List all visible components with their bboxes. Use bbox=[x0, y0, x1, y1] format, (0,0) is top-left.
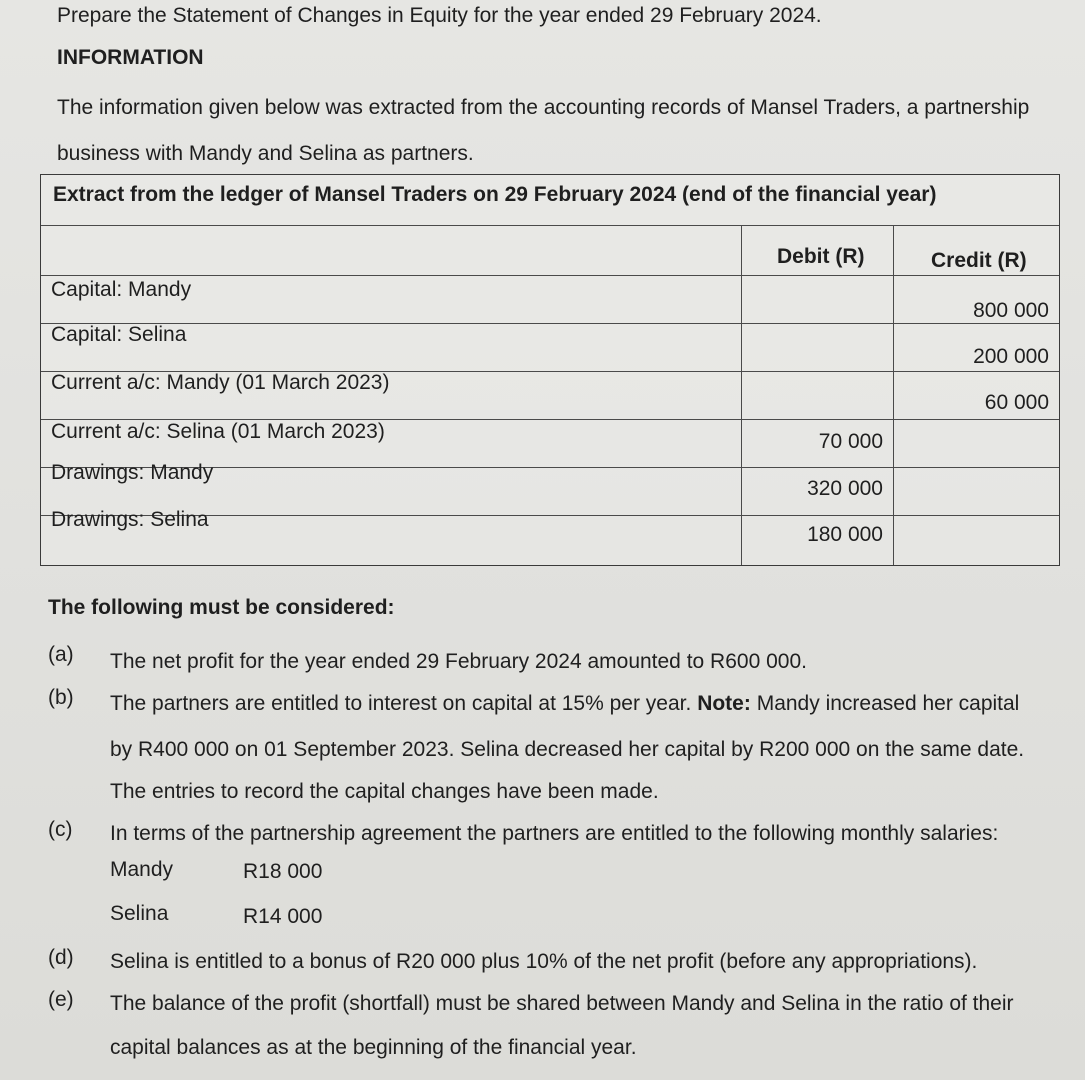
item-a-text: The net profit for the year ended 29 February 2024 amounted to R600 000. bbox=[110, 650, 807, 673]
divider bbox=[893, 225, 894, 565]
item-b-text: The partners are entitled to interest on capital at 15% per year. bbox=[110, 692, 692, 715]
item-c-label: (c) bbox=[48, 818, 73, 841]
note-label: Note: bbox=[697, 692, 751, 715]
salary-name: Selina bbox=[110, 902, 169, 925]
divider bbox=[41, 225, 1059, 226]
credit-header: Credit (R) bbox=[931, 249, 1027, 272]
question-heading: Prepare the Statement of Changes in Equity for the year ended 29 February 2024. bbox=[57, 4, 822, 27]
account-name: Drawings: Selina bbox=[51, 508, 209, 531]
ledger-title: Extract from the ledger of Mansel Traders on 29 February 2024 (end of the financial year) bbox=[53, 183, 937, 206]
divider bbox=[41, 275, 1059, 276]
salary-amount: R18 000 bbox=[243, 860, 323, 883]
salary-amount: R14 000 bbox=[243, 905, 323, 928]
debit-value: 320 000 bbox=[807, 477, 883, 500]
account-name: Current a/c: Mandy (01 March 2023) bbox=[51, 371, 390, 394]
account-name: Capital: Mandy bbox=[51, 278, 192, 301]
divider bbox=[41, 323, 1059, 324]
item-d-label: (d) bbox=[48, 946, 74, 969]
ledger-table bbox=[40, 174, 1060, 566]
item-e-line-2: capital balances as at the beginning of the financial year. bbox=[110, 1036, 637, 1059]
debit-value: 70 000 bbox=[818, 430, 883, 453]
debit-value: 180 000 bbox=[807, 523, 883, 546]
item-a-label: (a) bbox=[48, 643, 74, 666]
item-b-line-3: The entries to record the capital changes have been made. bbox=[110, 780, 659, 803]
credit-value: 60 000 bbox=[984, 391, 1049, 414]
considered-title: The following must be considered: bbox=[48, 596, 395, 619]
divider bbox=[741, 225, 742, 565]
intro-line-1: The information given below was extracted from the accounting records of Mansel Traders, a partnership bbox=[57, 96, 1030, 119]
item-b-line-2: by R400 000 on 01 September 2023. Selina decreased her capital by R200 000 on the same date. bbox=[110, 738, 1025, 761]
account-name: Capital: Selina bbox=[51, 323, 187, 346]
section-title: INFORMATION bbox=[57, 46, 204, 69]
credit-value: 800 000 bbox=[973, 299, 1049, 322]
item-b-text: Mandy increased her capital bbox=[756, 692, 1020, 715]
account-name: Drawings: Mandy bbox=[51, 461, 214, 484]
item-c-text: In terms of the partnership agreement the partners are entitled to the following monthly salaries: bbox=[110, 822, 999, 845]
item-b-line-1 bbox=[110, 692, 1019, 716]
salary-name: Mandy bbox=[110, 858, 174, 881]
item-d-text: Selina is entitled to a bonus of R20 000 plus 10% of the net profit (before any appropriations). bbox=[110, 950, 978, 973]
item-b-label: (b) bbox=[48, 686, 74, 709]
item-e-line-1: The balance of the profit (shortfall) must be shared between Mandy and Selina in the ratio of their bbox=[110, 992, 1014, 1015]
intro-line-2: business with Mandy and Selina as partners. bbox=[57, 142, 474, 165]
credit-value: 200 000 bbox=[973, 345, 1049, 368]
debit-header: Debit (R) bbox=[777, 245, 865, 268]
item-e-label: (e) bbox=[48, 988, 74, 1011]
account-name: Current a/c: Selina (01 March 2023) bbox=[51, 420, 385, 443]
